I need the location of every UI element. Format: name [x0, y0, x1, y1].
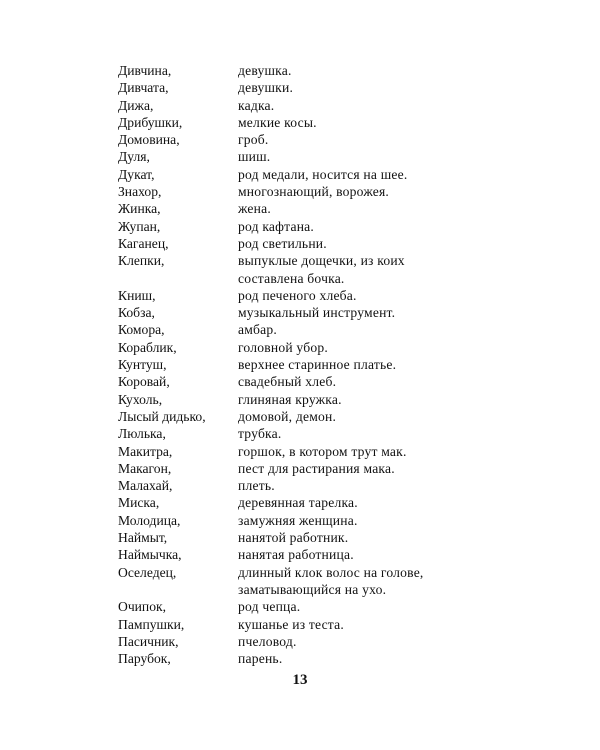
- glossary-term: Кухоль,: [118, 391, 163, 407]
- glossary-definition-line: музыкальный инструмент.: [238, 305, 396, 321]
- glossary-entry: [118, 218, 478, 235]
- glossary-definition: [238, 200, 478, 217]
- glossary-definition-line: род светильни.: [238, 235, 327, 251]
- glossary-definition: [238, 529, 478, 546]
- glossary-definition: [238, 131, 478, 148]
- glossary-definition: [238, 564, 478, 599]
- glossary-definition: [238, 633, 478, 650]
- glossary-entry: [118, 408, 478, 425]
- glossary-definition: [238, 460, 478, 477]
- glossary-definition: [238, 512, 478, 529]
- glossary-definition-line: заматывающийся на ухо.: [238, 581, 387, 597]
- glossary-term: Наймычка,: [118, 547, 182, 563]
- glossary-term: Очипок,: [118, 599, 167, 615]
- glossary-term: Кобза,: [118, 305, 155, 321]
- glossary-definition: [238, 166, 478, 183]
- glossary-term: Знахор,: [118, 184, 162, 200]
- glossary-definition-line: глиняная кружка.: [238, 391, 342, 407]
- glossary-term: Клепки,: [118, 253, 165, 269]
- glossary-definition: [238, 304, 478, 321]
- glossary-entry: [118, 183, 478, 200]
- glossary-term: Пампушки,: [118, 616, 185, 632]
- glossary-entry: [118, 564, 478, 599]
- glossary-definition: [238, 339, 478, 356]
- glossary-entry: [118, 477, 478, 494]
- glossary-definition-line: длинный клок волос на голове,: [238, 564, 424, 580]
- glossary-definition-line: верхнее старинное платье.: [238, 357, 397, 373]
- glossary-term: Комора,: [118, 322, 165, 338]
- glossary-definition: [238, 321, 478, 338]
- glossary-definition: [238, 148, 478, 165]
- glossary-term: Кораблик,: [118, 339, 177, 355]
- glossary-term: Малахай,: [118, 478, 173, 494]
- glossary-entry: [118, 166, 478, 183]
- glossary-entry: [118, 97, 478, 114]
- glossary-definition-line: жена.: [238, 201, 271, 217]
- glossary-definition-line: кушанье из теста.: [238, 616, 344, 632]
- glossary-definition-line: замужняя женщина.: [238, 512, 358, 528]
- glossary-entry: [118, 356, 478, 373]
- glossary-definition-line: нанятая работница.: [238, 547, 354, 563]
- glossary-entry: [118, 252, 478, 287]
- glossary-entry: [118, 460, 478, 477]
- glossary-definition: [238, 114, 478, 131]
- glossary-term: Миска,: [118, 495, 160, 511]
- glossary-definition-line: выпуклые дощечки, из коих: [238, 253, 405, 269]
- glossary-definition: [238, 373, 478, 390]
- glossary-entry: [118, 79, 478, 96]
- glossary-term: Жинка,: [118, 201, 161, 217]
- glossary-entry: [118, 512, 478, 529]
- glossary-term: Пасичник,: [118, 633, 179, 649]
- glossary-entry: [118, 304, 478, 321]
- glossary-term: Жупан,: [118, 218, 161, 234]
- glossary-entry: [118, 200, 478, 217]
- glossary-definition: [238, 616, 478, 633]
- glossary-definition: [238, 97, 478, 114]
- glossary-term: Кунтуш,: [118, 357, 167, 373]
- glossary-entry: [118, 598, 478, 615]
- glossary-definition-line: амбар.: [238, 322, 277, 338]
- glossary-definition: [238, 235, 478, 252]
- glossary-definition: [238, 62, 478, 79]
- glossary-definition-line: девушки.: [238, 80, 294, 96]
- glossary-definition-line: мелкие косы.: [238, 114, 317, 130]
- glossary-entry: [118, 443, 478, 460]
- glossary-entry: [118, 321, 478, 338]
- glossary-term: Книш,: [118, 287, 156, 303]
- glossary-definition-line: деревянная тарелка.: [238, 495, 358, 511]
- glossary-definition: [238, 494, 478, 511]
- glossary-definition: [238, 183, 478, 200]
- glossary-definition-line: домовой, демон.: [238, 408, 337, 424]
- glossary-definition: [238, 79, 478, 96]
- glossary-definition-line: трубка.: [238, 426, 282, 442]
- glossary-term: Макагон,: [118, 460, 172, 476]
- glossary-definition: [238, 546, 478, 563]
- glossary-definition: [238, 477, 478, 494]
- glossary-term: Домовина,: [118, 132, 180, 148]
- glossary-term: Коровай,: [118, 374, 170, 390]
- glossary-term: Парубок,: [118, 651, 171, 667]
- glossary-definition-line: многознающий, ворожея.: [238, 184, 390, 200]
- glossary-definition-line: род чепца.: [238, 599, 301, 615]
- glossary-entry: [118, 148, 478, 165]
- glossary-definition-line: нанятой работник.: [238, 530, 349, 546]
- glossary-term: Лысый дидько,: [118, 408, 206, 424]
- glossary-term: Молодица,: [118, 512, 181, 528]
- glossary-entry: [118, 391, 478, 408]
- glossary-definition: [238, 650, 478, 667]
- glossary-entry: [118, 339, 478, 356]
- glossary-term: Дижа,: [118, 97, 154, 113]
- glossary-entry: [118, 546, 478, 563]
- glossary-definition: [238, 356, 478, 373]
- glossary-term: Наймыт,: [118, 530, 168, 546]
- glossary-term: Люлька,: [118, 426, 166, 442]
- glossary-entry: [118, 616, 478, 633]
- glossary-definition-line: род печеного хлеба.: [238, 287, 357, 303]
- glossary-definition-line: горшок, в котором трут мак.: [238, 443, 407, 459]
- glossary-entry: [118, 494, 478, 511]
- glossary-definition-line: пест для растирания мака.: [238, 460, 395, 476]
- glossary-term: Каганец,: [118, 235, 169, 251]
- glossary-definition: [238, 218, 478, 235]
- glossary-term: Дуля,: [118, 149, 150, 165]
- glossary-entry: [118, 287, 478, 304]
- glossary-term: Дукат,: [118, 166, 155, 182]
- glossary-definition: [238, 425, 478, 442]
- glossary-entry: [118, 529, 478, 546]
- glossary-definition: [238, 391, 478, 408]
- glossary-definition: [238, 287, 478, 304]
- glossary-term: Макитра,: [118, 443, 173, 459]
- glossary-term: Оселедец,: [118, 564, 177, 580]
- glossary-definition-line: плеть.: [238, 478, 275, 494]
- glossary-entry: [118, 235, 478, 252]
- glossary-term: Дивчина,: [118, 63, 172, 78]
- glossary-definition: [238, 252, 478, 287]
- page-number: 13: [292, 672, 308, 688]
- glossary-definition-line: пчеловод.: [238, 633, 297, 649]
- glossary-entry: [118, 131, 478, 148]
- glossary-definition: [238, 598, 478, 615]
- glossary-list: [118, 62, 478, 667]
- glossary-definition: [238, 408, 478, 425]
- glossary-definition-line: головной убор.: [238, 339, 328, 355]
- glossary-definition-line: кадка.: [238, 97, 275, 113]
- glossary-definition-line: шиш.: [238, 149, 271, 165]
- glossary-definition-line: составлена бочка.: [238, 270, 345, 286]
- glossary-definition-line: парень.: [238, 651, 283, 667]
- glossary-definition-line: род кафтана.: [238, 218, 315, 234]
- glossary-entry: [118, 650, 478, 667]
- glossary-entry: [118, 425, 478, 442]
- glossary-definition-line: девушка.: [238, 63, 292, 78]
- glossary-definition-line: гроб.: [238, 132, 269, 148]
- glossary-term: Дрибушки,: [118, 114, 183, 130]
- glossary-definition-line: род медали, носится на шее.: [238, 166, 408, 182]
- glossary-entry: [118, 373, 478, 390]
- glossary-entry: [118, 62, 478, 79]
- glossary-definition-line: свадебный хлеб.: [238, 374, 337, 390]
- glossary-entry: [118, 633, 478, 650]
- glossary-term: Дивчата,: [118, 80, 169, 96]
- glossary-definition: [238, 443, 478, 460]
- glossary-entry: [118, 114, 478, 131]
